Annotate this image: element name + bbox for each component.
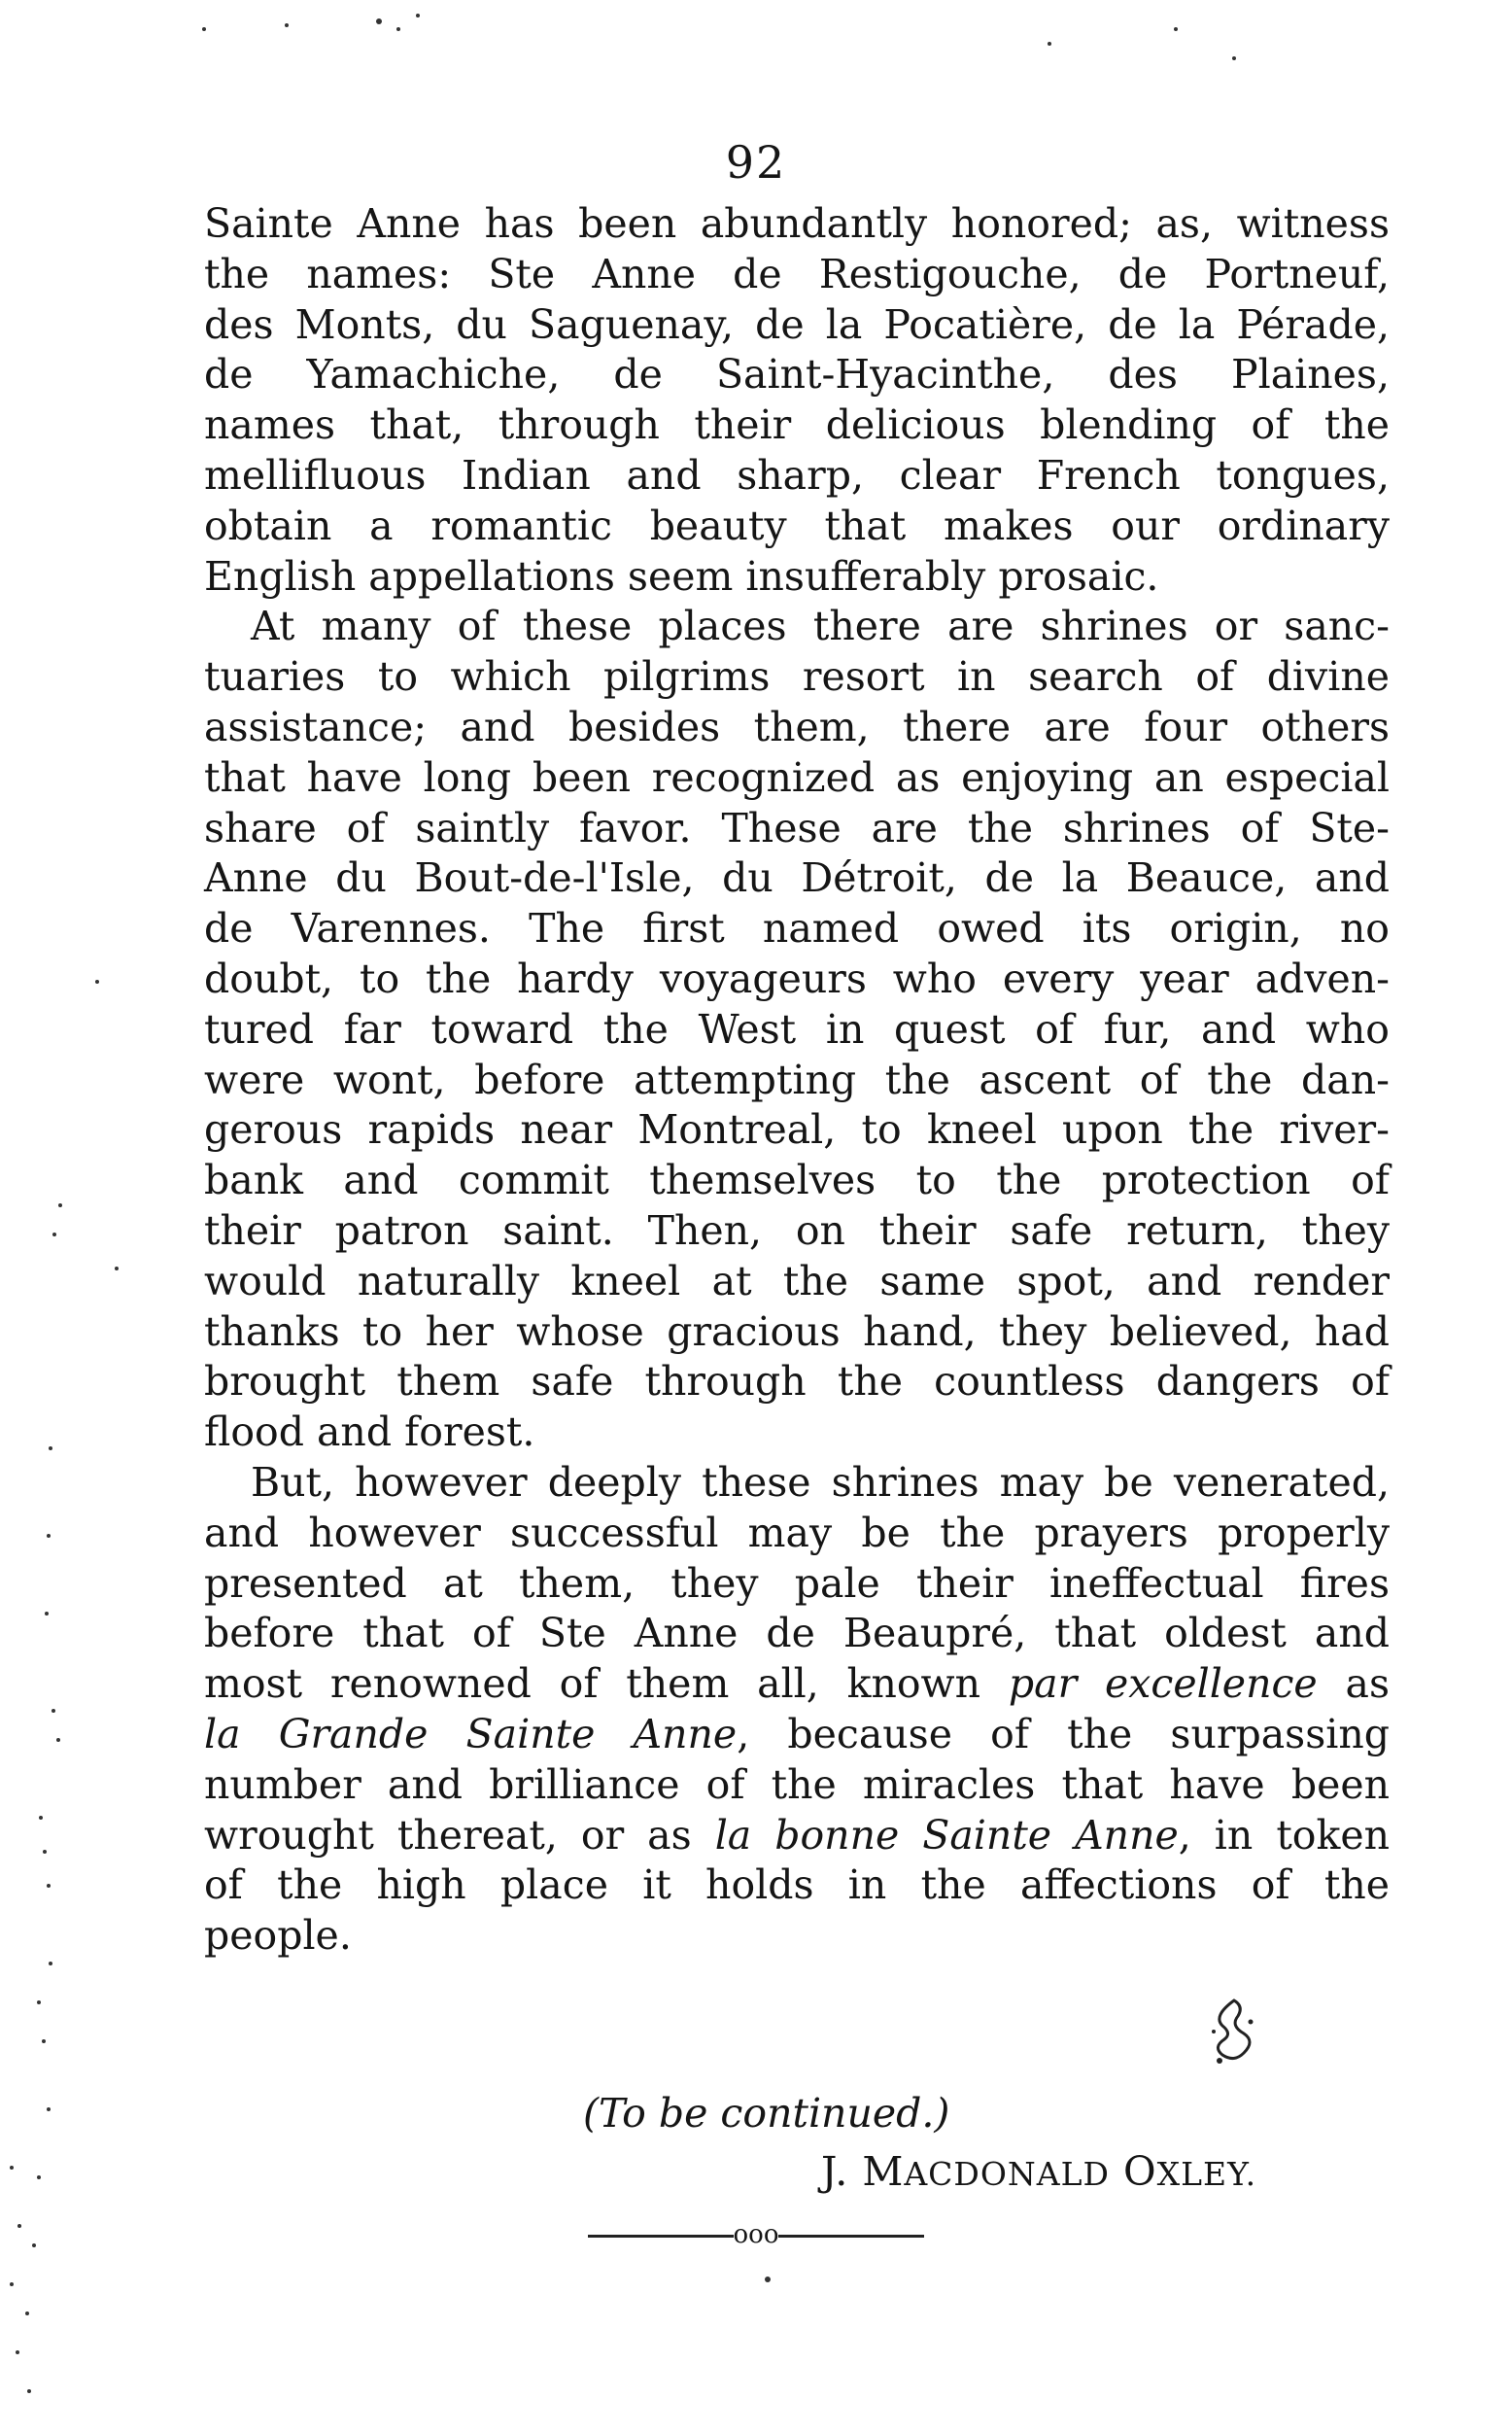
- text-line: doubt, to the hardy voyageurs who every year adven-: [204, 955, 1390, 1002]
- text-line: English appellations seem insufferably prosaic.: [204, 552, 1159, 600]
- to-be-continued: (To be continued.): [583, 2090, 950, 2137]
- signature-o: O: [1109, 2148, 1157, 2195]
- text-line: thanks to her whose gracious hand, they believed, had: [204, 1307, 1390, 1355]
- text-line: tured far toward the West in quest of fur, and who: [204, 1005, 1390, 1053]
- signature-initial: J. M: [821, 2148, 905, 2195]
- text-line: de Varennes. The first named owed its origin, no: [204, 905, 1390, 953]
- text-line: bank and commit themselves to the protection of: [204, 1157, 1390, 1204]
- text-line: But, however deeply these shrines may be venerated,: [251, 1458, 1390, 1506]
- text-line: la Grande Sainte Anne, because of the surpassing: [204, 1710, 1391, 1757]
- text-line: of the high place it holds in the affections of the: [204, 1861, 1390, 1909]
- author-signature: [821, 2148, 1256, 2195]
- text-line: would naturally kneel at the same spot, and render: [204, 1257, 1390, 1304]
- text-line: Sainte Anne has been abundantly honored; as, witness: [204, 200, 1390, 247]
- signature-macdonald: ACDONALD: [904, 2155, 1110, 2193]
- text-line: people.: [204, 1912, 352, 1960]
- text-line: mellifluous Indian and sharp, clear French tongues,: [204, 451, 1390, 499]
- text-line: share of saintly favor. These are the shrines of Ste-: [204, 804, 1390, 852]
- text-line: number and brilliance of the miracles that have been: [204, 1760, 1390, 1808]
- ornament-icon: [1200, 1993, 1268, 2080]
- text-line: were wont, before attempting the ascent of the dan-: [204, 1056, 1390, 1103]
- text-line: tuaries to which pilgrims resort in search of divine: [204, 653, 1390, 701]
- page-number: 92: [725, 136, 787, 189]
- text-line: presented at them, they pale their ineffectual fires: [204, 1559, 1390, 1607]
- text-line: and however successful may be the prayers properly: [204, 1509, 1390, 1556]
- italic-phrase: la bonne Sainte Anne: [714, 1811, 1179, 1859]
- italic-phrase: par excellence: [1008, 1660, 1318, 1708]
- section-separator: [0, 2220, 1512, 2249]
- text-line: At many of these places there are shrines or sanc-: [251, 603, 1390, 650]
- body-text: [204, 199, 1390, 1962]
- text-line: des Monts, du Saguenay, de la Pocatière, de la Pérade,: [204, 300, 1390, 348]
- text-line: Anne du Bout-de-l'Isle, du Détroit, de la Beauce, and: [204, 854, 1390, 902]
- signature-oxley: XLEY.: [1156, 2155, 1257, 2193]
- text-line: the names: Ste Anne de Restigouche, de Portneuf,: [204, 250, 1390, 297]
- text-line: their patron saint. Then, on their safe return, they: [204, 1206, 1390, 1254]
- text-line: gerous rapids near Montreal, to kneel upon the river-: [204, 1106, 1390, 1154]
- text-line: de Yamachiche, de Saint-Hyacinthe, des Plaines,: [204, 351, 1390, 399]
- text-line: that have long been recognized as enjoying an especial: [204, 753, 1390, 801]
- separator-rule-left: [588, 2235, 734, 2238]
- text-line: most renowned of them all, known par excellence as: [204, 1660, 1390, 1708]
- italic-phrase: la Grande Sainte Anne: [204, 1710, 738, 1757]
- text-line: brought them safe through the countless dangers of: [204, 1358, 1390, 1406]
- text-line: obtain a romantic beauty that makes our ordinary: [204, 502, 1390, 549]
- separator-rule-right: [778, 2235, 924, 2238]
- text-line: names that, through their delicious blending of the: [204, 401, 1390, 449]
- separator-text: ooo: [733, 2220, 779, 2249]
- text-line: before that of Ste Anne de Beaupré, that oldest and: [204, 1610, 1390, 1657]
- text-line: assistance; and besides them, there are four others: [204, 703, 1390, 750]
- text-line: flood and forest.: [204, 1408, 535, 1456]
- text-line: wrought thereat, or as la bonne Sainte Anne, in token: [204, 1811, 1390, 1859]
